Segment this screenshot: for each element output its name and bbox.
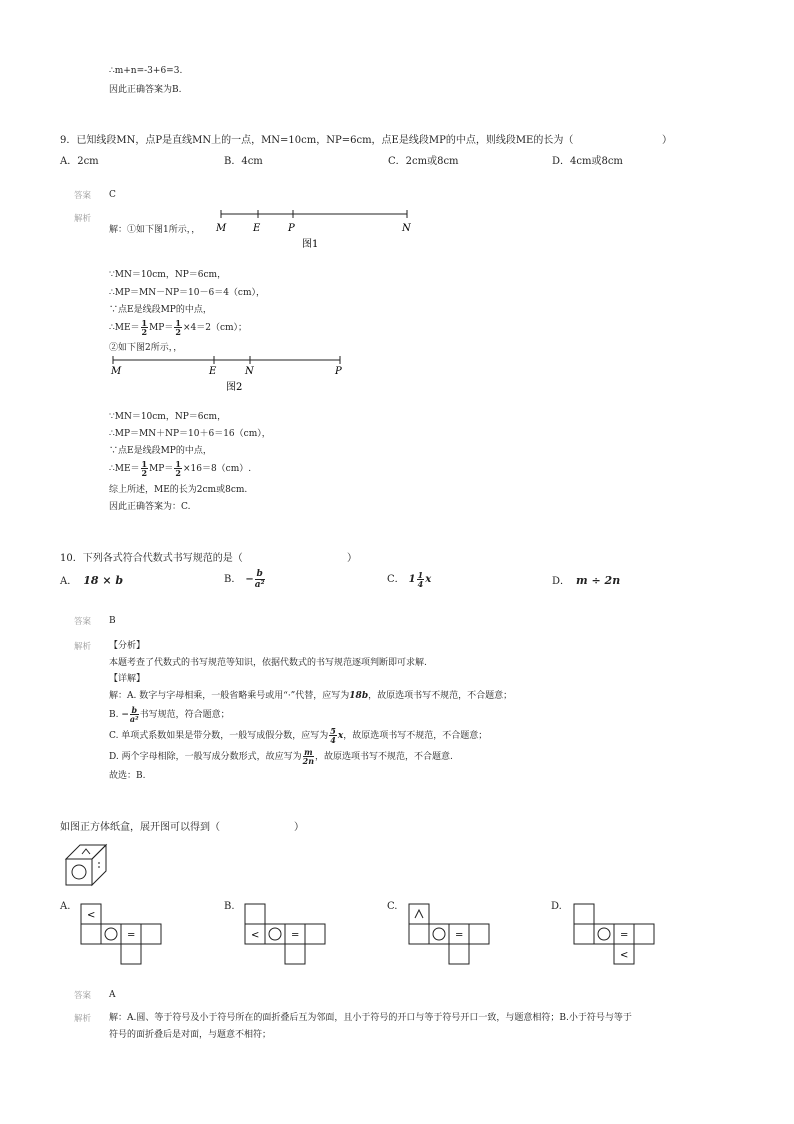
net-a-circle-icon <box>105 928 117 940</box>
fig2-point-e: E <box>209 366 217 377</box>
q9-case1-intro: 解：①如下图1所示，， <box>109 225 201 235</box>
q10-line-3: B. − $\frac{b}{\text{a²}}$ 书写规范，符合题意； <box>109 705 230 724</box>
net-c-caret-icon <box>415 910 423 918</box>
q10-line-6: 故选：B. <box>109 771 146 781</box>
q11-answer: A <box>109 990 116 1000</box>
net-d-equals-icon: = <box>620 930 629 941</box>
q11-analysis-label: 解析 <box>74 1014 92 1024</box>
q10-option-d: D． m ÷ 2n <box>552 574 621 587</box>
cube-caret-icon <box>82 849 90 854</box>
q11-option-b-label: B. <box>224 901 235 912</box>
fig1-point-n: N <box>402 223 411 234</box>
fig2-point-n: N <box>245 366 254 377</box>
q10-paren-close: ） <box>347 553 357 564</box>
q10-heading-detail: 【详解】 <box>109 674 146 684</box>
q9-summary: 综上所述，ME的长为2cm或8cm. <box>109 485 248 495</box>
q11-net-c <box>408 903 492 965</box>
q9-c2-line3: ∵点E是线段MP的中点， <box>109 446 212 456</box>
q9-figure-2 <box>108 352 348 396</box>
fig1-point-e: E <box>253 223 261 234</box>
q10-option-c: C． 1 $\frac{1}{4}$ x <box>387 570 432 589</box>
q9-answer-label: 答案 <box>74 191 92 201</box>
q9-paren-close: ） <box>662 135 672 146</box>
fig2-point-p: P <box>335 366 342 377</box>
net-d-less-than-icon: < <box>620 950 629 961</box>
q9-case2-intro: ②如下图2所示，， <box>109 343 183 353</box>
net-a-equals-icon: = <box>127 930 136 941</box>
q10-line-4: C. 单项式系数如果是带分数，一般写成假分数，应写为 $\frac{5}{4}$ x，故原选项书写不规范，不合题意； <box>109 726 488 745</box>
q11-cube-figure <box>62 841 110 889</box>
q10-line-5: D. 两个字母相除，一般写成分数形式，故应写为 $\frac{m}{2n}$ ，故原选项书写不规范，不合题意. <box>109 747 453 766</box>
q9-option-b: B．4cm <box>224 156 263 167</box>
q11-line-2: 符号的面折叠后是对面，与题意不相符； <box>109 1030 272 1040</box>
q11-option-c-label: C. <box>387 901 398 912</box>
q10-option-a: A． 18 × b <box>60 574 124 587</box>
q11-net-a <box>80 903 164 965</box>
q11-line-1: 解：A.圆、等于符号及小于符号所在的面折叠后互为邻面，且小于符号的开口与等于符号开口一致，与题意相符；B.小于符号与等于 <box>109 1013 632 1023</box>
net-c-equals-icon: = <box>455 930 464 941</box>
q10-answer-label: 答案 <box>74 617 92 627</box>
q9-analysis-label: 解析 <box>74 214 92 224</box>
q11-net-b <box>244 903 328 965</box>
q9-c1-line1: ∵MN＝10cm，NP＝6cm， <box>109 270 227 280</box>
q9-c2-line4: ∴ME＝ $\frac{1}{2}$ MP＝ $\frac{1}{2}$ ×16＝8（cm）. <box>109 459 252 478</box>
q9-stem: 9．已知线段MN，点P是直线MN上的一点，MN=10cm，NP=6cm，点E是线段MP的中点，则线段ME的长为（ <box>60 135 574 146</box>
q9-option-d: D．4cm或8cm <box>552 156 623 167</box>
q11-net-d <box>573 903 657 965</box>
q9-figure-1 <box>212 207 418 251</box>
q10-analysis-label: 解析 <box>74 642 92 652</box>
fig1-point-m: M <box>216 223 227 234</box>
q9-c1-line2: ∴MP＝MN－NP＝10－6＝4（cm）， <box>109 288 265 298</box>
q11-paren-close: ） <box>294 822 304 833</box>
prev-line-2: 因此正确答案为B. <box>109 85 182 95</box>
net-d-circle-icon <box>598 928 610 940</box>
net-c-circle-icon <box>433 928 445 940</box>
fig2-caption: 图2 <box>226 382 243 393</box>
q10-heading-analysis: 【分析】 <box>109 641 146 651</box>
q9-option-c: C．2cm或8cm <box>388 156 459 167</box>
q9-option-a: A．2cm <box>60 156 99 167</box>
prev-line-1: ∴m+n=-3+6=3. <box>109 66 183 76</box>
fig1-point-p: P <box>288 223 295 234</box>
q9-conclusion: 因此正确答案为：C. <box>109 502 191 512</box>
q9-c1-line4: ∴ME＝ $\frac{1}{2}$ MP＝ $\frac{1}{2}$ ×4＝2（cm）； <box>109 318 248 337</box>
q10-stem: 10．下列各式符合代数式书写规范的是（ <box>60 553 243 564</box>
q9-c2-line1: ∵MN＝10cm，NP＝6cm， <box>109 412 227 422</box>
q10-line-2: 解：A. 数字与字母相乘，一般省略乘号或用“·”代替，应写为18b，故原选项书写不规范，不合题意； <box>109 691 513 701</box>
q9-answer: C <box>109 190 116 200</box>
net-b-circle-icon <box>269 928 281 940</box>
net-b-equals-icon: = <box>291 930 300 941</box>
q10-option-b: B． − $\frac{b}{\text{a²}}$ <box>224 569 265 590</box>
q11-option-d-label: D. <box>551 901 562 912</box>
q11-option-a-label: A. <box>60 901 71 912</box>
q11-stem: 如图正方体纸盒，展开图可以得到（ <box>60 822 220 833</box>
fig2-point-m: M <box>111 366 122 377</box>
q9-c2-line2: ∴MP＝MN＋NP＝10＋6＝16（cm）， <box>109 429 271 439</box>
q10-line-1: 本题考查了代数式的书写规范等知识，依据代数式的书写规范逐项判断即可求解. <box>109 658 427 668</box>
q11-answer-label: 答案 <box>74 991 92 1001</box>
fig1-caption: 图1 <box>302 239 319 250</box>
q9-c1-line3: ∵点E是线段MP的中点， <box>109 305 212 315</box>
net-a-less-than-icon: < <box>87 910 96 921</box>
cube-circle-icon <box>72 865 86 879</box>
net-b-less-than-icon: < <box>251 930 260 941</box>
q10-answer: B <box>109 616 116 626</box>
